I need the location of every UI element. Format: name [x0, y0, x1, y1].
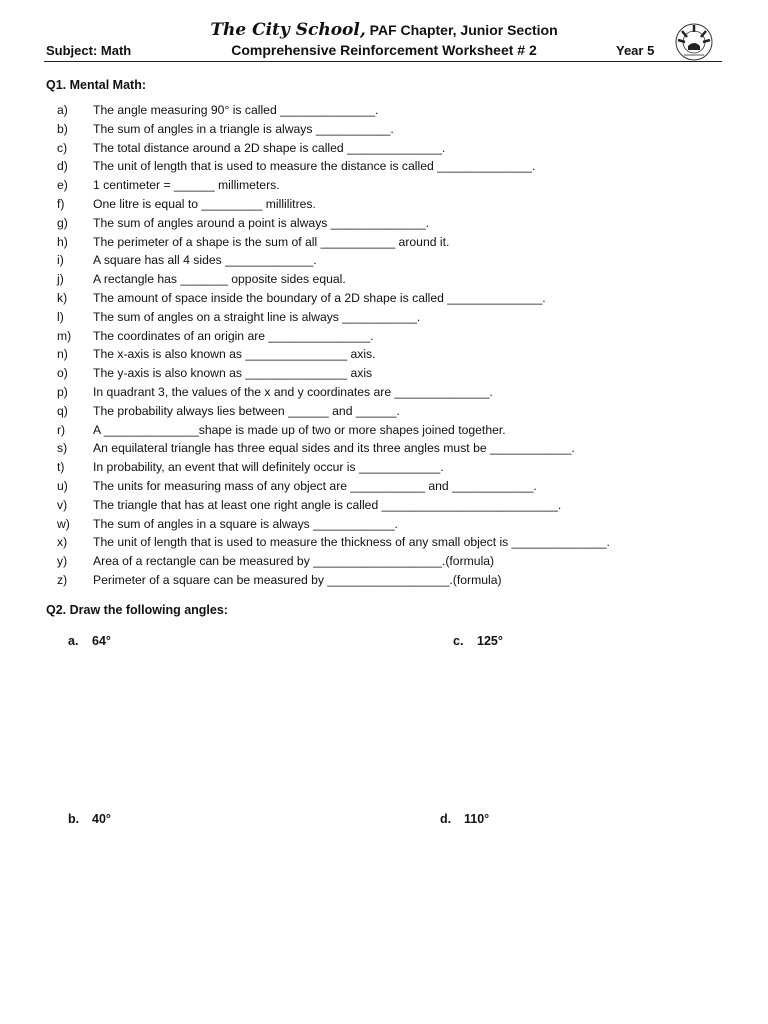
item-text: A ______________shape is made up of two or more shapes joined together.: [93, 422, 506, 437]
list-item: [57, 458, 610, 477]
list-item: [57, 157, 610, 176]
item-label: x): [57, 535, 68, 550]
item-label: o): [57, 366, 68, 381]
angle-value: 64°: [92, 634, 111, 648]
worksheet-title: Comprehensive Reinforcement Worksheet # 2: [231, 42, 537, 58]
list-item: [57, 270, 610, 289]
subject-label: Subject: Math: [46, 43, 132, 58]
angle-value: 110°: [464, 812, 490, 826]
item-text: In quadrant 3, the values of the x and y coordinates are ______________.: [93, 384, 493, 399]
item-text: A rectangle has _______ opposite sides equal.: [93, 272, 346, 287]
angle-label: c.: [453, 634, 464, 648]
item-text: The angle measuring 90° is called ______________.: [93, 103, 379, 117]
item-label: z): [57, 572, 68, 587]
item-text: The triangle that has at least one right angle is called __________________________.: [93, 497, 562, 512]
item-text: One litre is equal to _________ millilitres.: [93, 196, 316, 211]
list-item: [57, 552, 610, 571]
item-label: k): [57, 290, 68, 305]
school-logo-icon: [674, 22, 714, 62]
item-text: The perimeter of a shape is the sum of all ___________ around it.: [93, 234, 450, 249]
header-divider: [44, 61, 722, 62]
item-text: 1 centimeter = ______ millimeters.: [93, 178, 280, 193]
q1-item-list: [57, 101, 610, 590]
q2-heading: Q2. Draw the following angles:: [46, 603, 228, 617]
list-item: [57, 345, 610, 364]
item-text: The x-axis is also known as _______________ axis.: [93, 347, 376, 362]
item-label: i): [57, 253, 64, 268]
list-item: [57, 233, 610, 252]
item-label: l): [57, 309, 64, 324]
angle-item: [453, 634, 503, 648]
angle-label: b.: [68, 812, 80, 826]
item-label: m): [57, 328, 72, 343]
year-label: Year 5: [616, 43, 655, 58]
item-label: s): [57, 441, 68, 456]
item-label: t): [57, 460, 65, 475]
list-item: [57, 496, 610, 515]
list-item: [57, 439, 610, 458]
list-item: [57, 308, 610, 327]
item-label: e): [57, 178, 68, 193]
item-label: h): [57, 234, 68, 249]
item-text: The unit of length that is used to measure the thickness of any small object is ______________.: [93, 535, 610, 550]
item-label: j): [57, 272, 64, 287]
angle-value: 40°: [92, 812, 111, 826]
item-label: v): [57, 497, 68, 512]
item-label: b): [57, 121, 68, 136]
item-label: a): [57, 103, 68, 117]
item-label: r): [57, 422, 66, 437]
angle-label: a.: [68, 634, 79, 648]
item-text: The probability always lies between ______ and ______.: [93, 403, 400, 418]
school-name: The City School,: [210, 20, 366, 40]
list-item: [57, 477, 610, 496]
angle-label: d.: [440, 812, 452, 826]
angle-item: [68, 634, 111, 648]
item-text: The total distance around a 2D shape is called ______________.: [93, 140, 446, 155]
list-item: [57, 120, 610, 139]
item-text: The sum of angles around a point is always ______________.: [93, 215, 430, 230]
item-text: The coordinates of an origin are _______________.: [93, 328, 374, 343]
item-label: n): [57, 347, 68, 362]
item-label: f): [57, 196, 65, 211]
list-item: [57, 214, 610, 233]
header-school-line: [0, 20, 768, 40]
list-item: [57, 402, 610, 421]
item-label: w): [57, 516, 70, 531]
list-item: [57, 176, 610, 195]
list-item: [57, 101, 610, 120]
item-text: The sum of angles in a triangle is always ___________.: [93, 121, 394, 136]
item-text: A square has all 4 sides _____________.: [93, 253, 317, 268]
item-label: g): [57, 215, 68, 230]
angle-value: 125°: [477, 634, 503, 648]
list-item: [57, 289, 610, 308]
item-text: The amount of space inside the boundary of a 2D shape is called ______________.: [93, 290, 546, 305]
item-label: p): [57, 384, 68, 399]
item-text: An equilateral triangle has three equal sides and its three angles must be ____________.: [93, 441, 575, 456]
item-text: The unit of length that is used to measure the distance is called ______________.: [93, 159, 536, 174]
angle-item: [68, 812, 111, 826]
list-item: [57, 383, 610, 402]
item-label: u): [57, 478, 68, 493]
school-chapter: PAF Chapter, Junior Section: [369, 22, 558, 38]
list-item: [57, 139, 610, 158]
list-item: [57, 533, 610, 552]
item-label: y): [57, 554, 68, 569]
list-item: [57, 251, 610, 270]
q1-heading: Q1. Mental Math:: [46, 78, 147, 92]
list-item: [57, 421, 610, 440]
angle-item: [440, 812, 489, 826]
item-text: The sum of angles in a square is always ____________.: [93, 516, 398, 531]
list-item: [57, 515, 610, 534]
list-item: [57, 327, 610, 346]
item-label: d): [57, 159, 68, 174]
item-text: The units for measuring mass of any object are ___________ and ____________.: [93, 478, 537, 493]
item-text: Area of a rectangle can be measured by ___________________.(formula): [93, 554, 495, 569]
item-text: Perimeter of a square can be measured by __________________.(formula): [93, 572, 502, 587]
list-item: [57, 195, 610, 214]
item-text: The y-axis is also known as _______________ axis: [93, 366, 373, 381]
item-text: The sum of angles on a straight line is always ___________.: [93, 309, 421, 324]
item-text: In probability, an event that will definitely occur is ____________.: [93, 460, 444, 475]
list-item: [57, 571, 610, 590]
list-item: [57, 364, 610, 383]
item-label: c): [57, 140, 68, 155]
item-label: q): [57, 403, 68, 418]
